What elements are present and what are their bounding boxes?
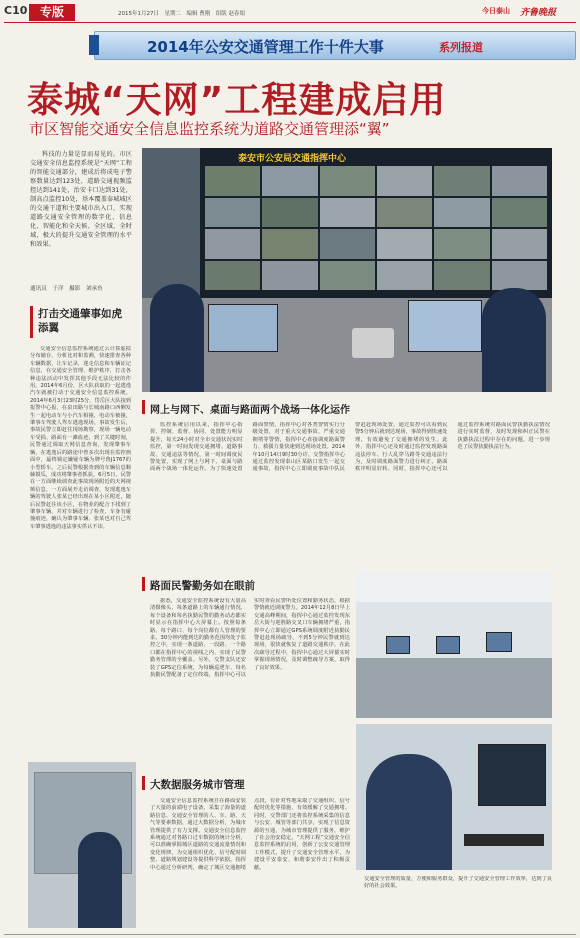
- section-badge: 专版: [29, 4, 75, 21]
- section1-title: 打击交通肇事如虎添翼: [38, 308, 122, 334]
- lead-text: 科技的力量是显而易见的。市区交通安全信息监控系统是“天网”工程的智能交通部分，建成后将成电子警察数量达到123处，道路交通视频监控达到141处，治安卡口达到31处，制高点监控10处，基本覆盖泰城城区的交通干道和主要城市出入口，实现道路交通安全管理的数字化、信息化、智能化和全天候、全区域、全时域，极大的提升交通安全管理的水平和效果。: [30, 151, 132, 248]
- office-photo: [356, 572, 552, 718]
- lead-byline: 通讯员 于洋 摄影 刘承鱼: [30, 286, 103, 292]
- headline-title: 泰城“天网”工程建成启用: [27, 80, 447, 121]
- section2-bar: [142, 400, 145, 414]
- control-room-photo: [142, 148, 552, 392]
- office-monitor-3: [486, 632, 512, 652]
- section3-text: 据悉，交通安全监控系统设有大量高清摄像头，每条道路上的车辆通行情况，每个设备和每名执勤民警的勤务动态都实时显示在指挥中心大屏幕上。按照每条路、每个路口、每个岗位都有人管理的要求，30分钟内能到达的勤务范围均处于监控之中，实现一条道路、一段路、一个路口都在指挥中心的视线之内，实现了民警勤务管理的全覆盖。另外，交警支队还安装了GPS定位系统，为每辆巡逻车、每名执勤民警配备了定位终端，指挥中心可以实时查看民警所处位置和勤务状态，根据警情就近调度警力。2014年12月8日早上交通高峰期间，指挥中心通过监控发现东岳大街与迎胜路交叉口车辆拥堵严重，指挥中心立即通过GPS系统调度附近执勤民警赶赴现场疏导，不到5分钟民警就到达现场，很快就恢复了道路交通秩序。在此次疏导过程中，指挥中心通过大屏幕实时掌握现场情况，及时调整疏导方案，取得了良好效果。: [150, 598, 350, 679]
- officer-left: [150, 284, 204, 392]
- computer-monitor: [478, 744, 546, 806]
- monitor-left: [208, 304, 278, 352]
- section4-title: 大数据服务城市管理: [150, 779, 245, 791]
- wall-left-panel: [142, 148, 200, 298]
- section2-text: 监控系统启用以来，指挥中心指挥、控制、监督、协同、处置能力明显提升，每天24小时对全市交通状况实时监控，第一时间发现交通拥堵、道路事故、交通违法等情况，第一时间调度民警处置，实现了网上与网下、桌面与路面两个战场一体化运作。为了快速处置路面警情，指挥中心对各类警情实行分级处置，对于重大交通事故、严重交通拥堵等警情，指挥中心直接调度路面警力、救援力量快速到达现场处置。2014年10月14日9时30分许，交警指挥中心通过监控发现泰山区某路口发生一起交通事故，指挥中心立即调度事故中队民警赶赴现场处置，通过监控可以看到民警5分钟后就到达现场，事故得到快速处理，有效避免了交通拥堵的发生。此外，指挥中心还及时通过监控发现路面违法停车、行人乱穿马路等交通违法行为，及时调度路面警力进行纠正，路面秩序明显好转。同时，指挥中心还可以通过监控系统对路面民警执勤执法情况进行实时监督，及时发现和纠正民警在执勤执法过程中存在的问题，进一步规范了民警执勤执法行为。: [150, 422, 550, 473]
- section4-bar: [142, 776, 145, 790]
- page-number: C10: [4, 4, 28, 17]
- banner-tag: 系列报道: [439, 41, 483, 54]
- header-rule: [4, 22, 576, 23]
- headline-subtitle: 市区智能交通安全信息监控系统为道路交通管理添“翼”: [29, 120, 390, 138]
- section4-continued: 交通安全管理的质量，方便和服务群众，提升了交通安全管理工作效率，达到了良好的社会效果。: [364, 876, 552, 890]
- officer-server-room: [78, 832, 122, 928]
- date-line: 2015年1月27日 星期二 编辑 曹刚 组版 赵春娟: [118, 11, 245, 17]
- server-room-photo: [28, 762, 136, 928]
- section3-bar: [142, 577, 145, 591]
- office-desks: [356, 658, 552, 718]
- keyboard: [464, 834, 544, 846]
- video-wall: [200, 148, 552, 298]
- section2-title: 网上与网下、桌面与路面两个战场一体化运作: [150, 405, 350, 416]
- video-wall-title: 泰安市公安局交通指挥中心: [238, 154, 347, 164]
- bottom-rule: [4, 934, 576, 935]
- banner-title: 2014年公安交通管理工作十件大事: [147, 38, 384, 56]
- monitor-right: [408, 300, 482, 352]
- section1-text: 交通安全信息监控系统通过云计算虚拟分布储存、分析比对和监测，快速排查各种车辆数据，让车记录，迷走信息和车辆证记信息，在交通安全管理、维护秩序，打击各种违法活动中发挥其他手段无法比较的作用。2014年6月份，区大队获取的一起逃逸汽车就被打动于交通安全信息监控系统。2014年6月3日23时25分，岱岳区大队接到报警中心报，在泉田路与长城南路口西侧发生一起电动车与小汽车相撞，电动车被撞，肇事车驾驶人驾车逃逸现场。事故发生后，事故民警立即赶往现场勘察，现场一辆电动车受损、路面有一滩血迹，到了关键时刻，民警通过调取天网信息查询，发现肇事车辆，在逃逸后的路途中曾多次出现在监控画面中，最终锁定嫌疑车辆为牌号鲁J1767的小型轿车。之后民警根据查到的车辆信息顺藤摸瓜，成功将肇事者抓获。6月5日，民警在一方面继续调查此事故现场附近的天网视频信息，一方面展开走访调查，发现逃逸车辆的驾驶人张某已经出现在某小区附近，随后民警赶往该小区，在物业的配合下找到了肇事车辆，并对车辆进行了检查，车身有碰撞痕迹，确认为肇事车辆。张某也对自己驾车肇事逃逸的违法事实供认不讳。: [30, 346, 131, 530]
- officer-computer-photo: [356, 724, 552, 870]
- office-monitor-2: [436, 636, 460, 654]
- video-grid: [205, 166, 547, 290]
- series-banner: [94, 31, 576, 60]
- section3-title: 路面民警勤务如在眼前: [150, 580, 255, 592]
- officer-right: [482, 288, 546, 392]
- section1-bar: [30, 306, 33, 338]
- officer-seated: [366, 754, 452, 870]
- banner-accent: [89, 35, 99, 55]
- paper-logo: 齐鲁晚报: [520, 8, 557, 18]
- section4-text: 交通安全信息监控系统自在路面安装了大量的前端电子设备，采集了海量的道路信息、交通安全管理的人、车、路、天气等要素数据，通过大数据分析，为城市管理提供了有力支撑。交通安全信息监控系统通过对各路口过车数据的统计分析，可以准确掌握城区道路的交通流量情况和变化规律，为交通组织优化、信号配时调整、道路规划建设等提供科学依据。指挥中心通过分析研判，确定了城区交通拥堵点段，有针对性地采取了交通组织、信号配时优化等措施，有效缓解了交通拥堵。同时，交警部门还将监控系统采集的信息与公安、城管等部门共享，实现了信息资源的互通，为城市管理提供了服务，维护了社会治安稳定。“天网工程”交通安全信息监控系统的启用，创新了公安交通管理工作模式，提升了交通安全管理水平，为建设平安泰安、和谐泰安作出了积极贡献。: [150, 798, 350, 871]
- paper-name: 今日泰山: [482, 7, 510, 15]
- office-ceiling: [356, 572, 552, 602]
- desk-phone: [352, 328, 394, 358]
- office-monitor-1: [386, 636, 410, 654]
